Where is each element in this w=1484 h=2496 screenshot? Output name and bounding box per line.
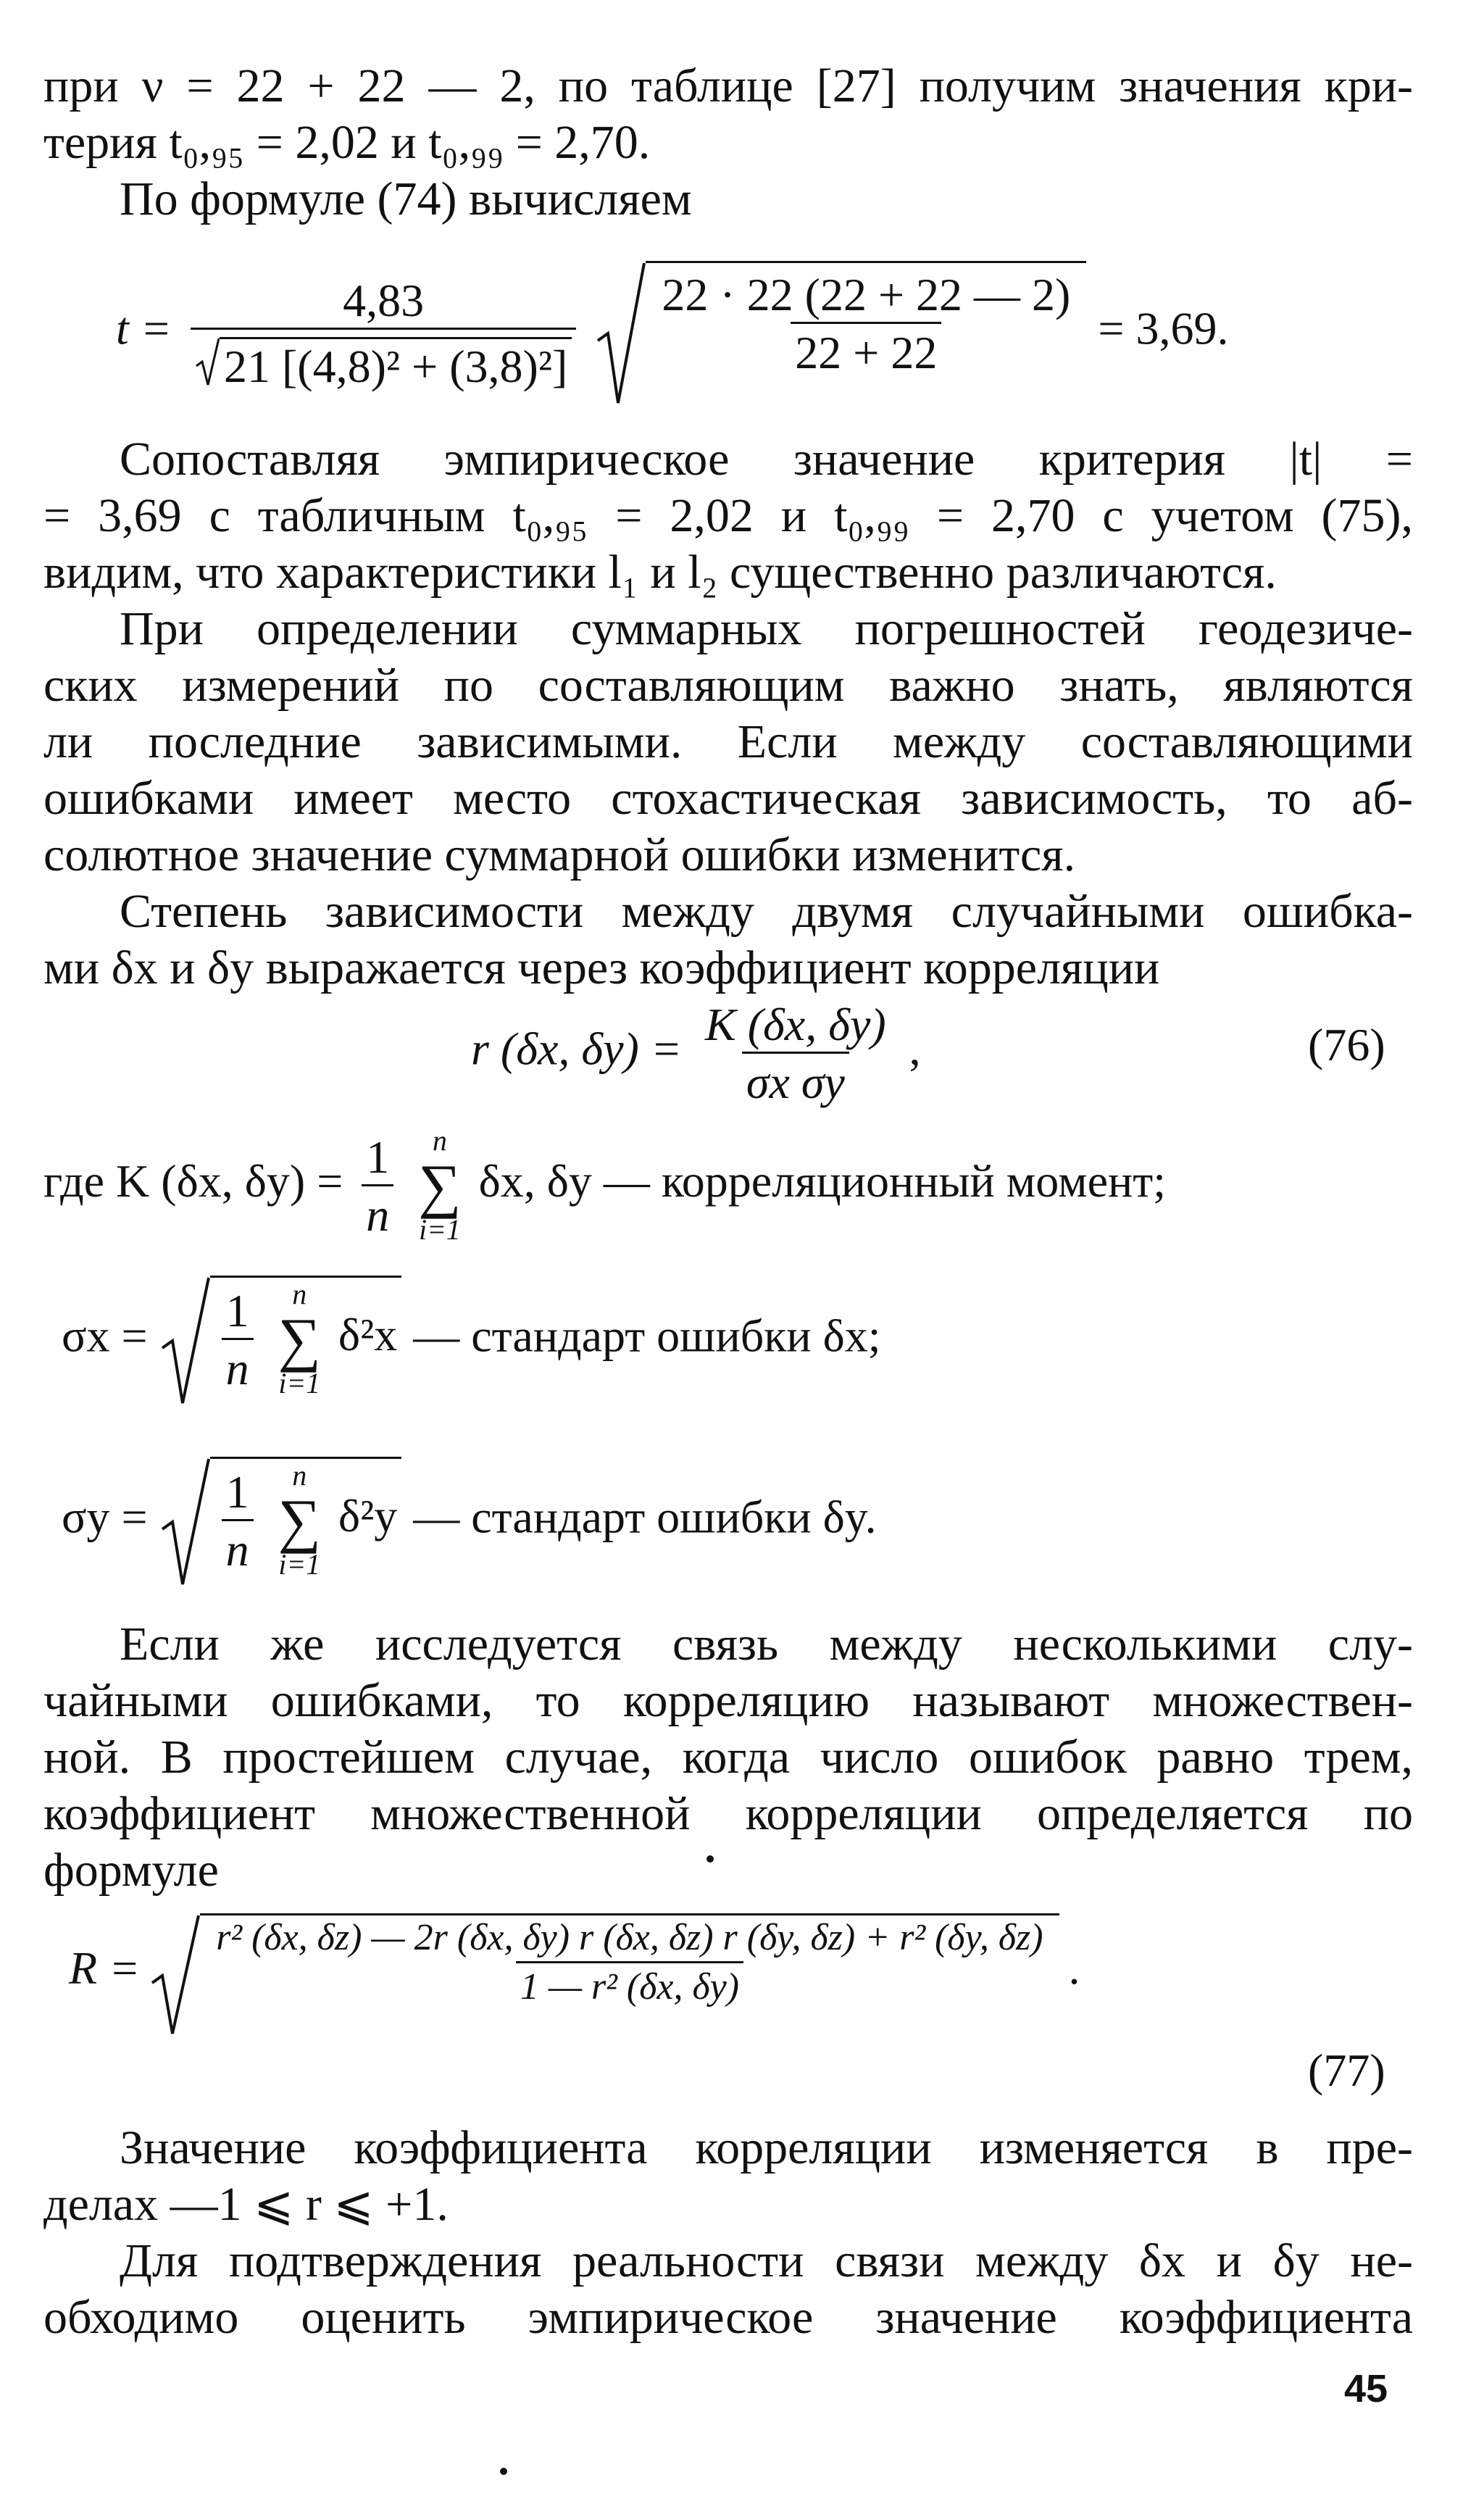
para5-line1: Если же исследуется связь между несколькими слу- [120, 1618, 1413, 1671]
para2-line1: Сопоставляя эмпирическое значение критерия |t| = [120, 433, 1413, 486]
where-body: δx, δy — корреляционный момент; [478, 1155, 1166, 1207]
para6-line1: Значение коэффициента корреляции изменяется в пре- [120, 2121, 1413, 2174]
para5-line4: коэффициент множественной корреляции определяется по [43, 1787, 1413, 1840]
where-one-over-n [362, 1133, 393, 1239]
equation-74 [116, 261, 1228, 406]
eq74-big-sqrt [595, 261, 1086, 406]
eq74-fraction [191, 276, 576, 391]
eq77-number: (77) [1308, 2044, 1385, 2096]
eq76-denominator: σx σy [742, 1052, 849, 1107]
sigx-one-over-n [222, 1286, 254, 1393]
where-sum-top: n [433, 1125, 447, 1157]
eq74-radicand-denominator: 22 + 22 [791, 322, 941, 377]
stray-dot [706, 1855, 714, 1863]
eq76-tail: , [909, 1023, 921, 1075]
eq77-numerator: r² (δx, δz) — 2r (δx, δy) r (δx, δz) r (δy, δz) + r² (δy, δz) [216, 1917, 1043, 1958]
radical-icon [159, 1457, 210, 1587]
sigx-sum [278, 1278, 321, 1399]
para4-line2: ми δx и δy выражается через коэффициент корреляции [43, 941, 1160, 994]
eq76-numerator: K (δx, δy) [705, 999, 886, 1050]
sigy-radicand [210, 1457, 402, 1587]
eq74-denominator [191, 328, 576, 390]
eq77-sqrt [149, 1913, 1059, 2037]
sigma-sum-icon: ∑ [278, 1305, 321, 1373]
equation-77 [69, 1913, 1080, 2037]
sigy-one: 1 [225, 1465, 249, 1518]
para4-line1: Степень зависимости между двумя случайными ошибка- [120, 885, 1413, 938]
para1-line3: По формуле (74) вычисляем [120, 172, 692, 225]
eq74-den-sqrt [195, 337, 572, 391]
para3-line2: ских измерений по составляющим важно знать, являются [43, 659, 1413, 712]
para7-line1: Для подтверждения реальности связи между δx и δy не- [120, 2234, 1413, 2287]
sigy-text: — стандарт ошибки δy. [413, 1491, 877, 1543]
sigma-x-def [62, 1276, 881, 1406]
sigma-sum-icon: ∑ [278, 1486, 321, 1554]
para7-line2: обходимо оценить эмпирическое значение коэффициента [43, 2291, 1413, 2344]
para5-line2: чайными ошибками, то корреляцию называют множествен- [43, 1674, 1413, 1727]
radical-icon [149, 1913, 200, 2037]
para3-line4: ошибками имеет место стохастическая зависимость, то аб- [43, 772, 1413, 825]
sigx-term: δ²x [338, 1308, 398, 1360]
sigx-lhs: σx = [62, 1310, 148, 1362]
eq76-lhs: r (δx, δy) = [471, 1023, 683, 1075]
sigma-y-def [62, 1457, 877, 1587]
eq74-radicand-numerator: 22 · 22 (22 + 22 — 2) [662, 269, 1071, 320]
para2-line3: видим, что характеристики l₁ и l₂ существенно различаются. [43, 546, 1277, 599]
sigma-sum-icon: ∑ [418, 1152, 462, 1219]
page-number: 45 [1344, 2367, 1388, 2410]
para5-line5: формуле [43, 1844, 219, 1897]
eq76-fraction [701, 1000, 891, 1107]
eq77-fraction [212, 1918, 1047, 2007]
where-n: n [362, 1184, 393, 1239]
para5-line3: ной. В простейшем случае, когда число ошибок равно трем, [43, 1731, 1413, 1784]
radical-icon [195, 337, 220, 388]
eq77-denominator: 1 — r² (δx, δy) [516, 1961, 743, 2008]
sigx-sum-top: n [292, 1278, 307, 1310]
sigy-sum-bottom: i=1 [278, 1548, 321, 1581]
eq77-lhs: R = [69, 1942, 141, 1994]
sigx-sum-bottom: i=1 [278, 1367, 321, 1399]
radical-icon [595, 261, 646, 406]
where-sum [418, 1127, 461, 1245]
para2-line2: = 3,69 с табличным t₀,₉₅ = 2,02 и t₀,₉₉ = 2,70 с учетом (75), [43, 489, 1413, 542]
correlation-moment-def [43, 1127, 1166, 1245]
para6-line2: делах —1 ⩽ r ⩽ +1. [43, 2178, 449, 2231]
sigy-one-over-n [222, 1465, 254, 1576]
sigy-lhs: σy = [62, 1491, 148, 1543]
sigy-n: n [222, 1519, 254, 1574]
sigx-sqrt [159, 1276, 402, 1406]
sigx-text: — стандарт ошибки δx; [413, 1310, 881, 1362]
para3-line5: солютное значение суммарной ошибки изменится. [43, 828, 1076, 881]
eq74-numerator: 4,83 [343, 275, 425, 327]
radical-icon [159, 1276, 210, 1406]
eq74-radicand-fraction [657, 270, 1075, 377]
sigy-sqrt [159, 1457, 402, 1587]
para1-line1: при ν = 22 + 22 — 2, по таблице [27] получим значения кри- [43, 59, 1413, 112]
equation-76 [471, 1000, 921, 1107]
where-lead: где K (δx, δy) = [43, 1155, 343, 1207]
eq76-number: (76) [1308, 1019, 1385, 1070]
eq74-radicand [646, 261, 1086, 406]
eq74-lhs: t = [116, 302, 172, 354]
sigx-n: n [222, 1338, 254, 1393]
sigy-sum-top: n [292, 1460, 307, 1492]
para3-line1: При определении суммарных погрешностей геодезиче- [120, 602, 1413, 655]
where-sum-bottom: i=1 [419, 1213, 461, 1246]
stray-dot [500, 2468, 507, 2475]
eq77-tail: . [1068, 1942, 1080, 1994]
para1-line2: терия t₀,₉₅ = 2,02 и t₀,₉₉ = 2,70. [43, 116, 651, 169]
sigx-one: 1 [225, 1284, 249, 1336]
eq74-den-radicand: 21 [(4,8)² + (3,8)²] [220, 337, 572, 391]
where-one: 1 [366, 1131, 390, 1183]
eq77-radicand [200, 1913, 1059, 2037]
sigx-radicand [210, 1276, 402, 1406]
para3-line3: ли последние зависимыми. Если между составляющими [43, 715, 1413, 768]
sigy-term: δ²y [338, 1489, 398, 1542]
eq74-rhs: = 3,69. [1098, 302, 1229, 354]
sigy-sum [278, 1462, 321, 1580]
